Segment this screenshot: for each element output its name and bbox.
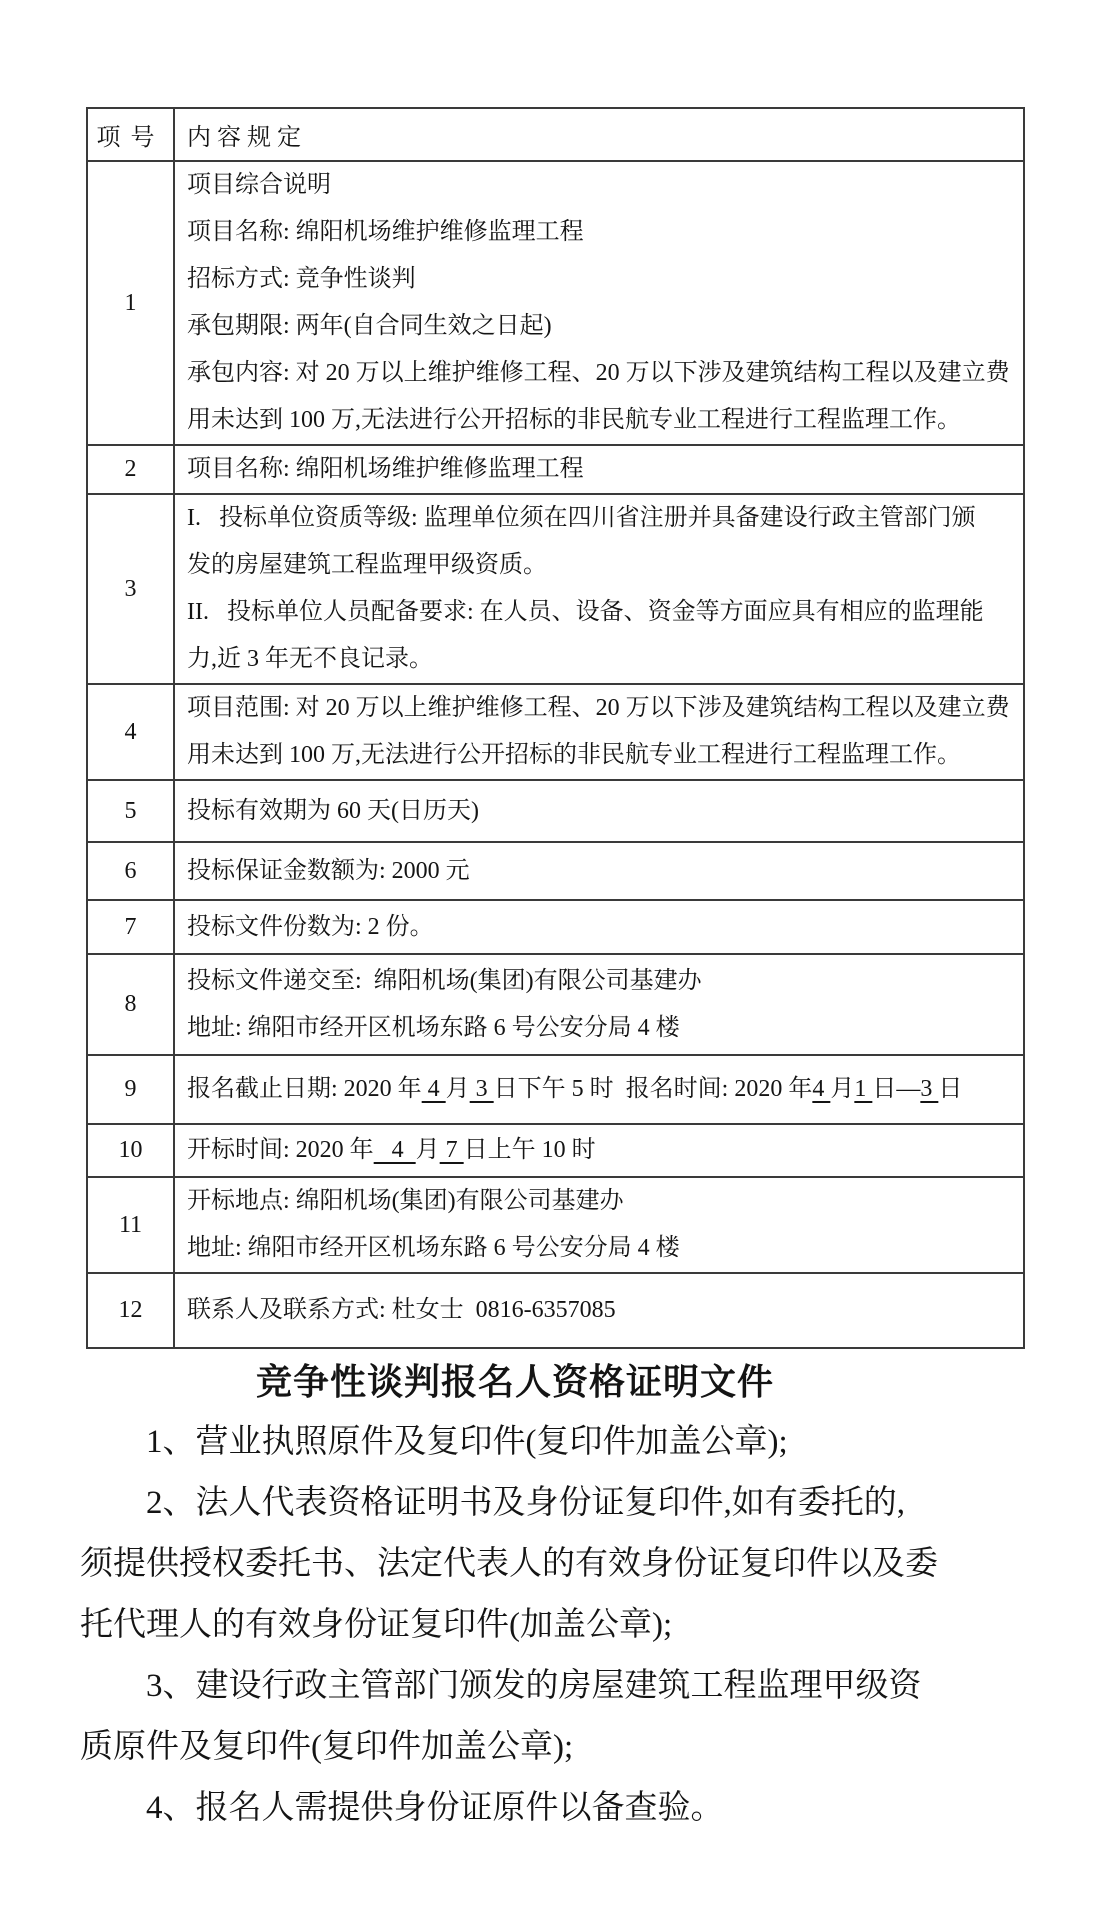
- item-content: [174, 1055, 1024, 1124]
- table-row: [87, 780, 1024, 842]
- table-row: [87, 1055, 1024, 1124]
- text-segment: 力,近 3 年无不良记录。: [187, 646, 433, 672]
- table-row: [87, 900, 1024, 954]
- item-number: 5: [87, 780, 174, 842]
- item-content: [174, 842, 1024, 900]
- underlined-field: 4: [373, 1137, 416, 1163]
- content-line: [187, 162, 1015, 209]
- underlined-field: 7: [439, 1137, 464, 1163]
- text-segment: II. 投标单位人员配备要求: 在人员、设备、资金等方面应具有相应的监理能: [187, 599, 984, 625]
- item-number: 10: [87, 1124, 174, 1177]
- item-content: [174, 1177, 1024, 1273]
- text-segment: 投标有效期为 60 天(日历天): [187, 797, 479, 824]
- item-content: [174, 1273, 1024, 1348]
- item-number: 1: [87, 161, 174, 445]
- content-line: [187, 446, 1015, 493]
- table-row: [87, 161, 1024, 445]
- table-header-row: [87, 108, 1024, 161]
- content-line: [187, 350, 1015, 397]
- text-segment: 用未达到 100 万,无法进行公开招标的非民航专业工程进行工程监理工作。: [187, 742, 961, 768]
- text-segment: I. 投标单位资质等级: 监理单位须在四川省注册并具备建设行政主管部门颁: [187, 505, 976, 531]
- table-row: [87, 842, 1024, 900]
- text-segment: 联系人及联系方式: 杜女士 0816-6357085: [187, 1297, 616, 1323]
- content-line: [187, 848, 1015, 895]
- qualification-section-body: [80, 1412, 1020, 1839]
- paragraph-line: 1、营业执照原件及复印件(复印件加盖公章);: [146, 1424, 788, 1460]
- text-segment: 开标时间: 2020 年: [187, 1137, 374, 1163]
- text-segment: 日—: [872, 1076, 921, 1102]
- text-segment: 项目名称: 绵阳机场维护维修监理工程: [187, 456, 584, 482]
- content-line: [187, 303, 1015, 350]
- paragraph-line: 3、建设行政主管部门颁发的房屋建筑工程监理甲级资: [146, 1668, 922, 1704]
- text-segment: 项目范围: 对 20 万以上维护维修工程、20 万以下涉及建筑结构工程以及建立费: [187, 695, 1010, 721]
- section-title: 竞争性谈判报名人资格证明文件: [255, 1362, 774, 1402]
- underlined-field: 3: [920, 1076, 939, 1102]
- content-line: [187, 1225, 1015, 1272]
- text-segment: 开标地点: 绵阳机场(集团)有限公司基建办: [187, 1188, 624, 1214]
- table-row: [87, 445, 1024, 494]
- header-item-no: 项号: [87, 108, 174, 161]
- table-row: [87, 1273, 1024, 1348]
- item-number: 2: [87, 445, 174, 494]
- requirements-table: [86, 107, 1025, 1349]
- content-line: [187, 542, 1015, 589]
- text-segment: 地址: 绵阳市经开区机场东路 6 号公安分局 4 楼: [187, 1014, 680, 1041]
- content-line: [187, 1287, 1015, 1334]
- paragraph-line: 须提供授权委托书、法定代表人的有效身份证复印件以及委: [80, 1546, 938, 1582]
- header-content-spec: 内 容 规 定: [174, 108, 1024, 161]
- text-segment: 地址: 绵阳市经开区机场东路 6 号公安分局 4 楼: [187, 1235, 680, 1261]
- text-segment: 招标方式: 竞争性谈判: [187, 266, 416, 292]
- paragraph-line: 2、法人代表资格证明书及身份证复印件,如有委托的,: [146, 1485, 905, 1521]
- content-line: [187, 788, 1015, 835]
- paragraph-line: 质原件及复印件(复印件加盖公章);: [80, 1729, 574, 1765]
- text-segment: 承包内容: 对 20 万以上维护维修工程、20 万以下涉及建筑结构工程以及建立费: [187, 360, 1010, 386]
- content-line: [187, 904, 1015, 951]
- table-row: [87, 494, 1024, 684]
- item-content: [174, 780, 1024, 842]
- text-segment: 发的房屋建筑工程监理甲级资质。: [187, 552, 547, 578]
- content-line: [187, 256, 1015, 303]
- text-segment: 投标文件递交至: 绵阳机场(集团)有限公司基建办: [187, 967, 702, 994]
- content-line: [187, 495, 1015, 542]
- paragraph-line: 4、报名人需提供身份证原件以备查验。: [146, 1790, 724, 1826]
- text-segment: 承包期限: 两年(自合同生效之日起): [187, 313, 552, 339]
- text-segment: 报名截止日期: 2020 年: [187, 1076, 422, 1102]
- text-segment: 项目名称: 绵阳机场维护维修监理工程: [187, 219, 584, 245]
- qualification-section: [80, 1352, 1020, 1839]
- content-line: [187, 209, 1015, 256]
- content-line: [187, 636, 1015, 683]
- content-line: [187, 1005, 1015, 1052]
- item-content: [174, 900, 1024, 954]
- content-line: [187, 1178, 1015, 1225]
- item-number: 11: [87, 1177, 174, 1273]
- text-segment: 月: [830, 1076, 855, 1102]
- underlined-field: 3: [469, 1076, 494, 1102]
- paragraph-line: 托代理人的有效身份证复印件(加盖公章);: [80, 1607, 673, 1643]
- item-content: [174, 684, 1024, 780]
- item-content: [174, 494, 1024, 684]
- text-segment: 投标文件份数为: 2 份。: [187, 913, 434, 940]
- requirements-table-body: [87, 108, 1024, 1348]
- item-number: 9: [87, 1055, 174, 1124]
- underlined-field: 1: [854, 1076, 873, 1102]
- item-content: [174, 161, 1024, 445]
- text-segment: 投标保证金数额为: 2000 元: [187, 857, 470, 884]
- item-number: 7: [87, 900, 174, 954]
- table-row: [87, 1177, 1024, 1273]
- content-line: [187, 1066, 1015, 1113]
- item-content: [174, 445, 1024, 494]
- content-line: [187, 589, 1015, 636]
- content-line: [187, 397, 1015, 444]
- item-content: [174, 954, 1024, 1055]
- item-number: 8: [87, 954, 174, 1055]
- text-segment: 日下午 5 时 报名时间: 2020 年: [493, 1076, 813, 1102]
- item-number: 6: [87, 842, 174, 900]
- text-segment: 项目综合说明: [187, 172, 331, 198]
- text-segment: 日上午 10 时: [463, 1137, 596, 1163]
- table-row: [87, 684, 1024, 780]
- content-line: [187, 732, 1015, 779]
- text-segment: 日: [938, 1076, 963, 1102]
- item-number: 3: [87, 494, 174, 684]
- content-line: [187, 958, 1015, 1005]
- item-number: 4: [87, 684, 174, 780]
- item-number: 12: [87, 1273, 174, 1348]
- underlined-field: 4: [421, 1076, 446, 1102]
- item-content: [174, 1124, 1024, 1177]
- content-line: [187, 685, 1015, 732]
- table-row: [87, 954, 1024, 1055]
- text-segment: 月: [445, 1076, 470, 1102]
- table-row: [87, 1124, 1024, 1177]
- underlined-field: 4: [812, 1076, 831, 1102]
- text-segment: 月: [415, 1137, 440, 1163]
- text-segment: 用未达到 100 万,无法进行公开招标的非民航专业工程进行工程监理工作。: [187, 407, 961, 433]
- content-line: [187, 1127, 1015, 1174]
